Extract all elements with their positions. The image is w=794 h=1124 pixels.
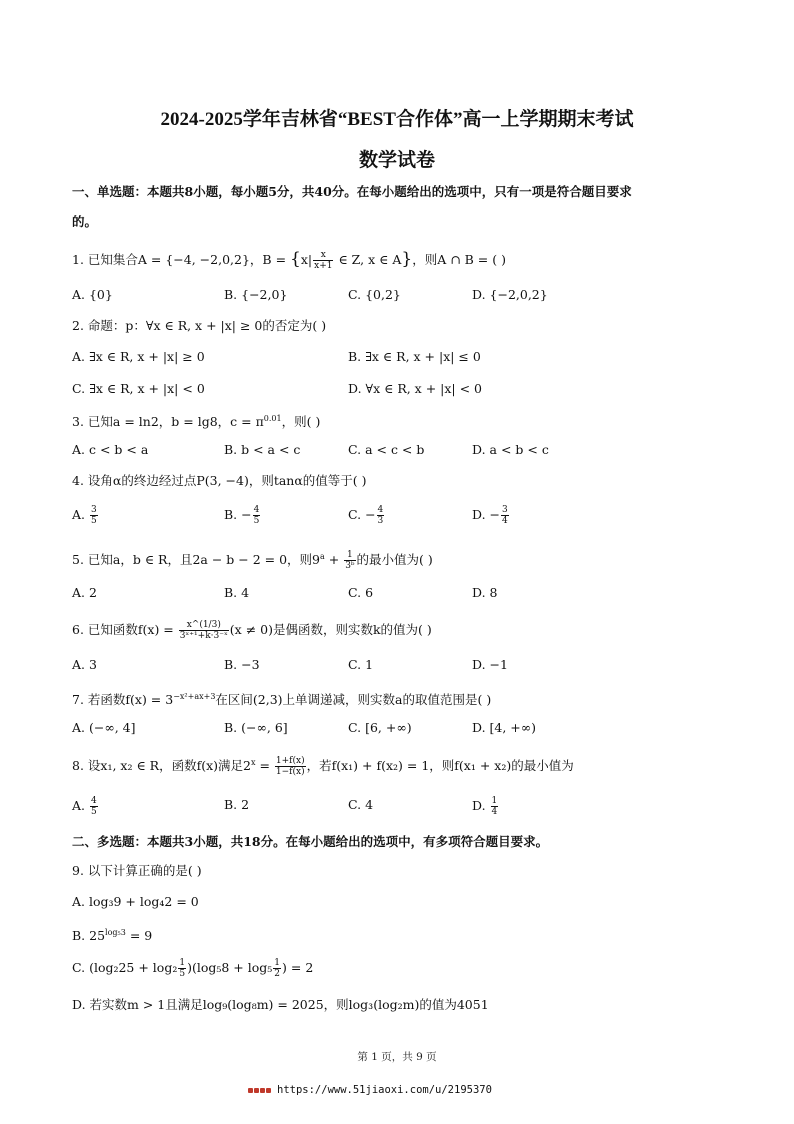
q7-option-a: A. (−∞, 4] bbox=[72, 720, 136, 735]
q6-stem-a: 6. 已知函数f(x) = bbox=[72, 622, 178, 637]
q8-option-d-prefix: D. bbox=[472, 798, 490, 813]
q9-option-a: A. log₃9 + log₄2 = 0 bbox=[72, 894, 199, 909]
section-heading-single-choice: 一、单选题：本题共8小题，每小题5分，共40分。在每小题给出的选项中，只有一项是符合题目要求 bbox=[72, 184, 632, 199]
question-6-stem bbox=[72, 620, 432, 641]
question-5-stem bbox=[72, 548, 433, 571]
q1-frac-den: x+1 bbox=[314, 261, 333, 271]
q6-stem-b: (x ≠ 0)是偶函数，则实数k的值为( ) bbox=[229, 622, 432, 637]
q6-option-b: B. −3 bbox=[224, 657, 260, 672]
q5-stem-a: 5. 已知a，b ∈ R，且2a − b − 2 = 0，则9 bbox=[72, 552, 320, 568]
watermark bbox=[248, 1084, 492, 1096]
q5-stem-c: 的最小值为( ) bbox=[356, 552, 433, 568]
q4-b-den: 5 bbox=[253, 516, 260, 526]
question-9-stem: 9. 以下计算正确的是( ) bbox=[72, 863, 202, 878]
q4-c-num: 4 bbox=[377, 505, 384, 515]
q8-frac-num: 1+f(x) bbox=[275, 756, 305, 767]
q8-option-a bbox=[72, 796, 99, 817]
q5-exponent: a bbox=[320, 552, 325, 561]
section-heading-multi-choice: 二、多选题：本题共3小题，共18分。在每小题给出的选项中，有多项符合题目要求。 bbox=[72, 834, 549, 849]
q8-option-d-fraction bbox=[491, 796, 499, 817]
q9-option-c-fraction-1 bbox=[178, 958, 186, 979]
q1-stem-c: ，则A ∩ B = ( ) bbox=[412, 252, 506, 267]
q4-option-b bbox=[224, 505, 261, 526]
q6-option-c: C. 1 bbox=[348, 657, 374, 672]
q6-frac-num: x^(1/3) bbox=[179, 620, 229, 631]
q4-option-c bbox=[348, 505, 385, 526]
q8-stem-c: ，若f(x₁) + f(x₂) = 1，则f(x₁ + x₂)的最小值为 bbox=[306, 758, 574, 774]
q7-stem-a: 7. 若函数f(x) = 3 bbox=[72, 692, 174, 708]
q9-option-c bbox=[72, 958, 313, 979]
section-heading-single-choice-cont: 的。 bbox=[72, 214, 98, 229]
q9-option-b-a: B. 25 bbox=[72, 928, 106, 944]
question-8-stem bbox=[72, 754, 574, 777]
q9-option-c-b: )(log₅8 + log₅ bbox=[187, 960, 273, 975]
q4-option-a bbox=[72, 505, 99, 526]
q8-exponent: x bbox=[250, 758, 256, 767]
q6-option-d: D. −1 bbox=[472, 657, 508, 672]
q5-stem-b: + bbox=[324, 552, 344, 568]
q1-stem-a: 1. 已知集合 bbox=[72, 252, 138, 267]
q3-exponent: 0.01 bbox=[263, 414, 282, 423]
q3-stem-b: ，则( ) bbox=[281, 414, 321, 430]
q8-option-a-prefix: A. bbox=[72, 798, 89, 813]
q5-fraction bbox=[344, 550, 355, 571]
q8-option-a-fraction bbox=[90, 796, 98, 817]
page-subtitle: 数学试卷 bbox=[358, 150, 435, 171]
q5-option-d: D. 8 bbox=[472, 585, 498, 600]
q4-option-c-fraction bbox=[377, 505, 385, 526]
q8-a-den: 5 bbox=[90, 807, 97, 817]
q4-b-num: 4 bbox=[253, 505, 260, 515]
q9-option-c-fraction-2 bbox=[273, 958, 281, 979]
q6-frac-den: 3ˣ⁺¹+k·3⁻ˣ bbox=[179, 631, 228, 641]
q6-option-a: A. 3 bbox=[72, 657, 97, 672]
q8-option-b: B. 2 bbox=[224, 797, 250, 812]
watermark-logo-icon bbox=[248, 1088, 271, 1093]
q3-option-a: A. c < b < a bbox=[72, 442, 149, 457]
q1-set-rest: ∈ Z, x ∈ A bbox=[334, 252, 402, 267]
q5-frac-num: 1 bbox=[344, 550, 355, 561]
q4-option-b-prefix: B. − bbox=[224, 507, 252, 522]
q9-option-b bbox=[72, 924, 152, 945]
q5-option-b: B. 4 bbox=[224, 585, 250, 600]
q4-c-den: 3 bbox=[377, 516, 384, 526]
question-2-stem: 2. 命题：p：∀x ∈ R, x + |x| ≥ 0的否定为( ) bbox=[72, 318, 327, 333]
q3-stem-a: 3. 已知a = ln2，b = lg8，c = π bbox=[72, 414, 264, 430]
q8-option-d bbox=[472, 796, 499, 817]
q1-fraction bbox=[313, 250, 333, 271]
q9-c-f2-den: 2 bbox=[274, 969, 281, 979]
q9-option-d: D. 若实数m > 1且满足log₉(log₈m) = 2025，则log₃(log₂m)的值为4051 bbox=[72, 997, 489, 1012]
q9-option-c-a: C. (log₂25 + log₂ bbox=[72, 960, 178, 975]
q8-frac-den: 1−f(x) bbox=[275, 767, 305, 778]
q5-frac-den: 3ᵇ bbox=[345, 561, 355, 572]
q9-c-f1-den: 5 bbox=[179, 969, 186, 979]
q4-option-d-fraction bbox=[501, 505, 509, 526]
q9-c-f1-num: 1 bbox=[179, 958, 186, 968]
q5-option-c: C. 6 bbox=[348, 585, 374, 600]
q2-option-c: C. ∃x ∈ R, x + |x| < 0 bbox=[72, 381, 205, 396]
q8-stem-b: = bbox=[255, 758, 274, 774]
q2-option-b: B. ∃x ∈ R, x + |x| ≤ 0 bbox=[348, 349, 481, 364]
question-7-stem bbox=[72, 688, 491, 709]
q1-option-b: B. {−2,0} bbox=[224, 287, 288, 302]
q1-frac-num: x bbox=[313, 250, 333, 261]
q4-a-num: 3 bbox=[90, 505, 97, 515]
q7-stem-b: 在区间(2,3)上单调递减，则实数a的取值范围是( ) bbox=[215, 692, 492, 708]
q4-option-a-prefix: A. bbox=[72, 507, 89, 522]
q1-option-a: A. {0} bbox=[72, 287, 113, 302]
q9-option-c-c: ) = 2 bbox=[282, 960, 314, 975]
q3-option-c: C. a < c < b bbox=[348, 442, 425, 457]
q3-option-b: B. b < a < c bbox=[224, 442, 301, 457]
q7-option-b: B. (−∞, 6] bbox=[224, 720, 288, 735]
q9-option-b-b: = 9 bbox=[125, 928, 153, 944]
q9-option-b-exponent: log₅3 bbox=[105, 928, 126, 937]
question-4-stem: 4. 设角α的终边经过点P(3, −4)，则tanα的值等于( ) bbox=[72, 473, 367, 488]
q7-exponent: −x²+ax+3 bbox=[173, 692, 216, 701]
q8-fraction bbox=[275, 756, 306, 777]
q4-option-c-prefix: C. − bbox=[348, 507, 376, 522]
q4-d-den: 4 bbox=[502, 516, 508, 526]
q8-option-c: C. 4 bbox=[348, 797, 374, 812]
watermark-url: https://www.51jiaoxi.com/u/2195370 bbox=[277, 1084, 492, 1096]
q1-option-d: D. {−2,0,2} bbox=[472, 287, 548, 302]
q4-option-a-fraction bbox=[90, 505, 98, 526]
page-title: 2024-2025学年吉林省“BEST合作体”高一上学期期末考试 bbox=[160, 109, 634, 130]
q1-option-c: C. {0,2} bbox=[348, 287, 401, 302]
q8-a-num: 4 bbox=[90, 796, 97, 806]
q7-option-d: D. [4, +∞) bbox=[472, 720, 537, 735]
q8-d-den: 4 bbox=[491, 807, 498, 817]
q9-c-f2-num: 1 bbox=[274, 958, 281, 968]
q4-option-b-fraction bbox=[253, 505, 261, 526]
q4-option-d bbox=[472, 505, 510, 526]
q7-option-c: C. [6, +∞) bbox=[348, 720, 412, 735]
q2-option-a: A. ∃x ∈ R, x + |x| ≥ 0 bbox=[72, 349, 205, 364]
q1-x-bar: x| bbox=[300, 252, 313, 267]
q8-d-num: 1 bbox=[491, 796, 498, 806]
q3-option-d: D. a < b < c bbox=[472, 442, 549, 457]
q5-option-a: A. 2 bbox=[72, 585, 97, 600]
question-3-stem bbox=[72, 410, 320, 431]
q4-a-den: 5 bbox=[90, 516, 97, 526]
page-footer: 第 1 页，共 9 页 bbox=[357, 1051, 437, 1063]
q4-option-d-prefix: D. − bbox=[472, 507, 500, 522]
q1-set-close: } bbox=[401, 249, 413, 269]
q4-d-num: 3 bbox=[502, 505, 508, 515]
q6-fraction bbox=[179, 620, 229, 641]
question-1-stem bbox=[72, 250, 506, 271]
q1-set-open: { bbox=[290, 249, 301, 269]
q8-stem-a: 8. 设x₁, x₂ ∈ R，函数f(x)满足2 bbox=[72, 758, 251, 774]
q1-stem-b: A = {−4, −2,0,2}，B = bbox=[137, 252, 291, 267]
q2-option-d: D. ∀x ∈ R, x + |x| < 0 bbox=[348, 381, 482, 396]
